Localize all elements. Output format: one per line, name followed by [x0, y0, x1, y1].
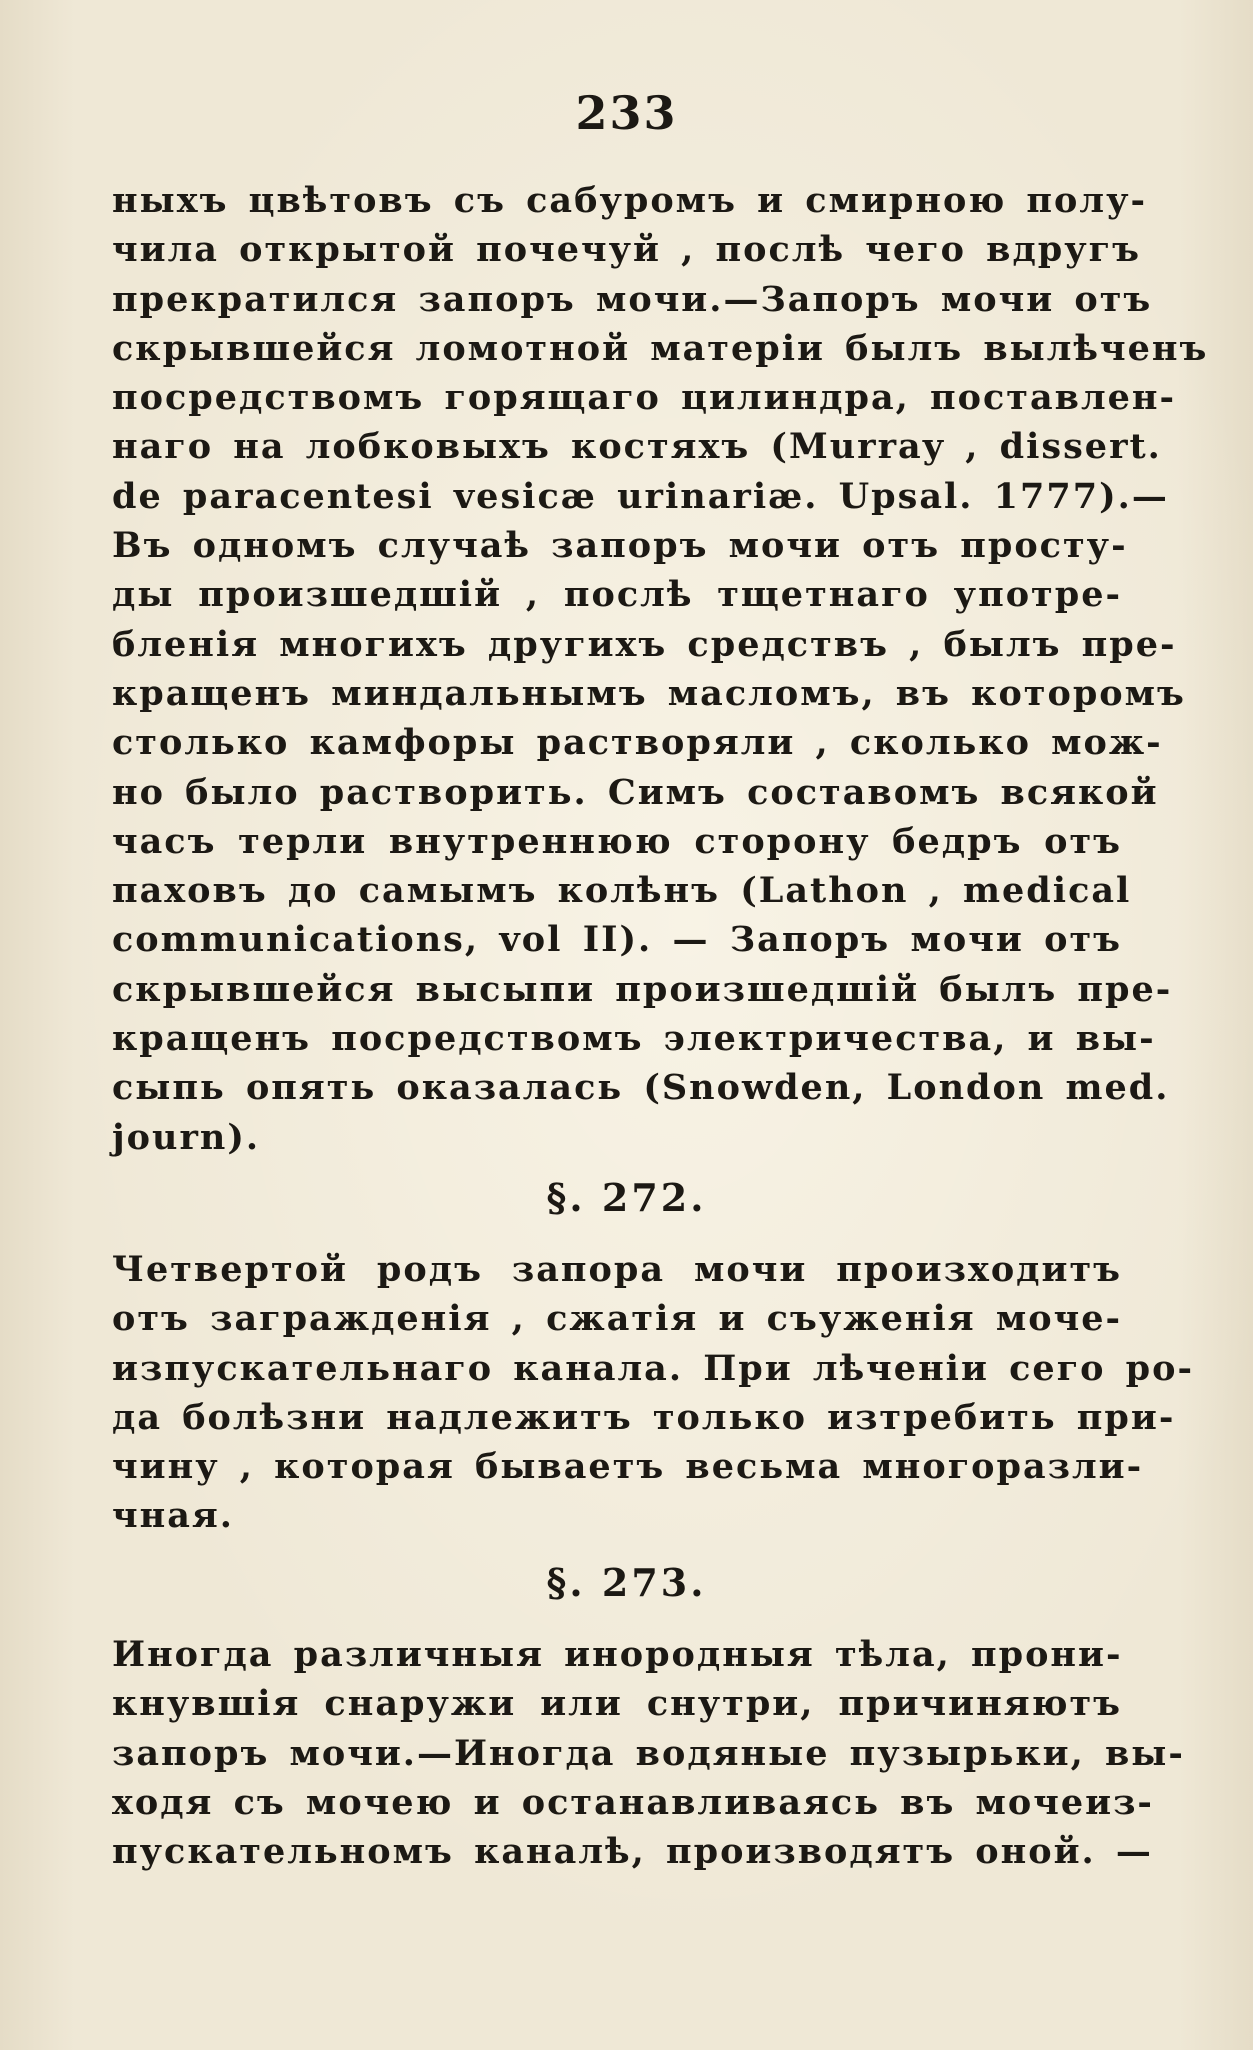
paragraph-block-1: [112, 176, 1209, 1162]
text-line: ныхъ цвѣтовъ съ сабуромъ и смирною полу-: [112, 180, 1148, 221]
text-line: чила открытой почечуй , послѣ чего вдругъ: [112, 229, 1141, 271]
text-line: Четвертой родъ запора мочи произходитъ: [112, 1249, 1122, 1290]
section-heading-273: §. 273.: [546, 1560, 707, 1605]
text-line: скрывшейся высыпи произшедшій былъ пре-: [112, 968, 1173, 1010]
text-line: запоръ мочи.—Иногда водяные пузырьки, вы-: [112, 1732, 1185, 1774]
text-line: скрывшейся ломотной матеріи былъ вылѣченъ: [112, 327, 1209, 369]
text-line: столько камфоры растворяли , сколько мож-: [112, 722, 1163, 764]
text-line: Иногда различныя инородныя тѣла, прони-: [112, 1634, 1123, 1675]
text-line: communications, vol II). — Запоръ мочи отъ: [112, 919, 1122, 961]
text-line: изпускательнаго канала. При лѣченіи сего ро-: [112, 1347, 1195, 1389]
text-line: ходя съ мочею и останавливаясь въ мочеиз-: [112, 1781, 1154, 1823]
text-line: но было растворить. Симъ составомъ всякой: [112, 771, 1159, 813]
paragraph-block-3: [112, 1630, 1185, 1876]
text-line: de paracentesi vesicæ urinariæ. Upsal. 1777).—: [112, 475, 1169, 517]
text-line: Въ одномъ случаѣ запоръ мочи отъ просту-: [112, 525, 1128, 567]
text-line: отъ загражденія , сжатія и съуженія моче-: [112, 1298, 1122, 1340]
text-line: чину , которая бываетъ весьма многоразли-: [112, 1446, 1144, 1488]
text-line: да болѣзни надлежитъ только изтребить при-: [112, 1396, 1176, 1438]
text-line: кращенъ посредствомъ электричества, и вы-: [112, 1018, 1156, 1060]
text-line: посредствомъ горящаго цилиндра, поставлен-: [112, 377, 1177, 419]
text-line: прекратился запоръ мочи.—Запоръ мочи отъ: [112, 278, 1153, 320]
text-line: бленія многихъ другихъ средствъ , былъ пре-: [112, 623, 1177, 665]
page-number: 233: [575, 86, 678, 140]
text-line: чная.: [112, 1495, 234, 1537]
text-line: наго на лобковыхъ костяхъ (Murray , dissert.: [112, 426, 1162, 468]
text-line: ды произшедшій , послѣ тщетнаго употре-: [112, 574, 1122, 616]
text-line: пускательномъ каналѣ, производятъ оной. —: [112, 1831, 1153, 1873]
text-line: кнувшія снаружи или снутри, причиняютъ: [112, 1683, 1122, 1725]
section-heading-272: §. 272.: [546, 1175, 707, 1220]
text-line: journ).: [112, 1116, 261, 1158]
paragraph-block-2: [112, 1245, 1195, 1541]
text-line: паховъ до самымъ колѣнъ (Lathon , medical: [112, 870, 1132, 912]
text-line: часъ терли внутреннюю сторону бедръ отъ: [112, 820, 1122, 862]
text-line: кращенъ миндальнымъ масломъ, въ которомъ: [112, 672, 1186, 714]
text-line: сыпь опять оказалась (Snowden, London med.: [112, 1067, 1170, 1109]
